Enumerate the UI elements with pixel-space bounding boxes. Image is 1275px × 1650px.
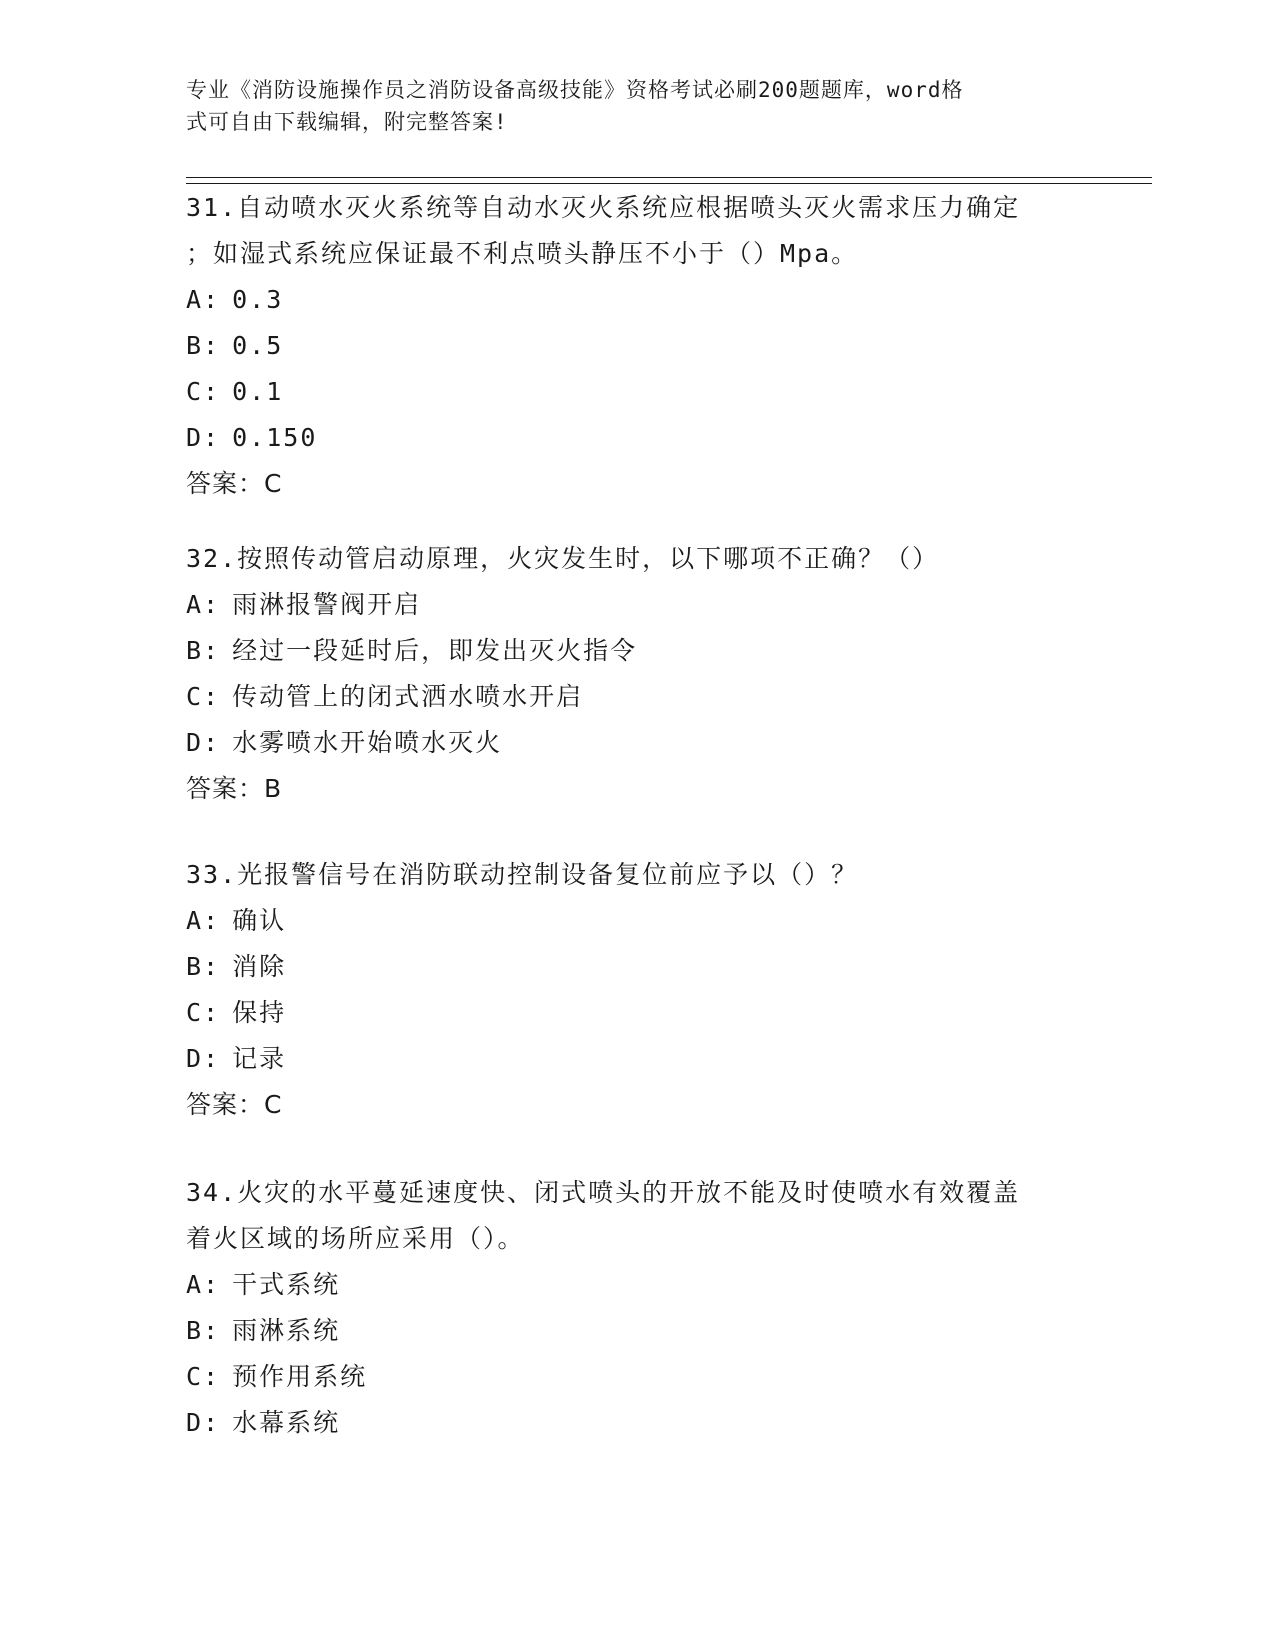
option-b (186, 1308, 1086, 1354)
question-stem-line: 32.按照传动管启动原理，火灾发生时，以下哪项不正确？（） (186, 544, 940, 573)
option-label: A: (186, 285, 221, 314)
question-31 (186, 185, 1086, 507)
option-text: 传动管上的闭式洒水喷水开启 (232, 682, 584, 711)
option-label: C: (186, 377, 221, 406)
option-label: A: (186, 1270, 221, 1299)
option-text: 经过一段延时后，即发出灭火指令 (232, 636, 638, 665)
option-text: 干式系统 (232, 1270, 341, 1299)
option-label: B: (186, 331, 221, 360)
option-text: 确认 (232, 906, 287, 935)
option-label: C: (186, 682, 221, 711)
option-text: 记录 (232, 1044, 287, 1073)
answer-text: 答案：C (186, 1090, 283, 1119)
question-34 (186, 1170, 1086, 1446)
option-text: 预作用系统 (232, 1362, 368, 1391)
option-d (186, 415, 1086, 461)
option-b (186, 628, 1086, 674)
option-label: B: (186, 1316, 221, 1345)
option-d (186, 1400, 1086, 1446)
option-label: A: (186, 906, 221, 935)
header-divider-top (186, 177, 1152, 178)
option-label: C: (186, 1362, 221, 1391)
option-label: C: (186, 998, 221, 1027)
question-stem-line: ；如湿式系统应保证最不利点喷头静压不小于（）Mpa。 (186, 239, 859, 268)
option-text: 0.3 (232, 285, 284, 314)
header-line-1: 专业《消防设施操作员之消防设备高级技能》资格考试必刷200题题库，word格 (186, 78, 964, 102)
option-c (186, 674, 1086, 720)
header-divider-bottom (186, 183, 1152, 184)
option-text: 水幕系统 (232, 1408, 341, 1437)
option-b (186, 323, 1086, 369)
option-text: 雨淋系统 (232, 1316, 341, 1345)
option-text: 雨淋报警阀开启 (232, 590, 422, 619)
option-label: B: (186, 636, 221, 665)
header-line-2: 式可自由下载编辑，附完整答案! (186, 110, 508, 134)
question-stem-line: 34.火灾的水平蔓延速度快、闭式喷头的开放不能及时使喷水有效覆盖 (186, 1178, 1021, 1207)
option-c (186, 990, 1086, 1036)
document-header (186, 74, 1066, 138)
question-stem-line: 31.自动喷水灭火系统等自动水灭火系统应根据喷头灭火需求压力确定 (186, 193, 1021, 222)
option-a (186, 582, 1086, 628)
option-label: D: (186, 728, 221, 757)
option-text: 水雾喷水开始喷水灭火 (232, 728, 503, 757)
option-text: 0.1 (232, 377, 284, 406)
option-d (186, 1036, 1086, 1082)
question-32 (186, 536, 1086, 812)
option-text: 0.150 (232, 423, 318, 452)
option-c (186, 1354, 1086, 1400)
option-c (186, 369, 1086, 415)
option-a (186, 1262, 1086, 1308)
answer-text: 答案：C (186, 469, 283, 498)
question-33 (186, 852, 1086, 1128)
option-label: A: (186, 590, 221, 619)
option-text: 保持 (232, 998, 287, 1027)
question-stem-line: 33.光报警信号在消防联动控制设备复位前应予以（）？ (186, 860, 859, 889)
option-a (186, 277, 1086, 323)
option-label: D: (186, 423, 221, 452)
option-d (186, 720, 1086, 766)
option-a (186, 898, 1086, 944)
answer-text: 答案：B (186, 774, 283, 803)
question-stem-line: 着火区域的场所应采用（）。 (186, 1224, 525, 1253)
option-label: D: (186, 1044, 221, 1073)
option-b (186, 944, 1086, 990)
option-label: B: (186, 952, 221, 981)
option-text: 消除 (232, 952, 287, 981)
option-text: 0.5 (232, 331, 284, 360)
option-label: D: (186, 1408, 221, 1437)
